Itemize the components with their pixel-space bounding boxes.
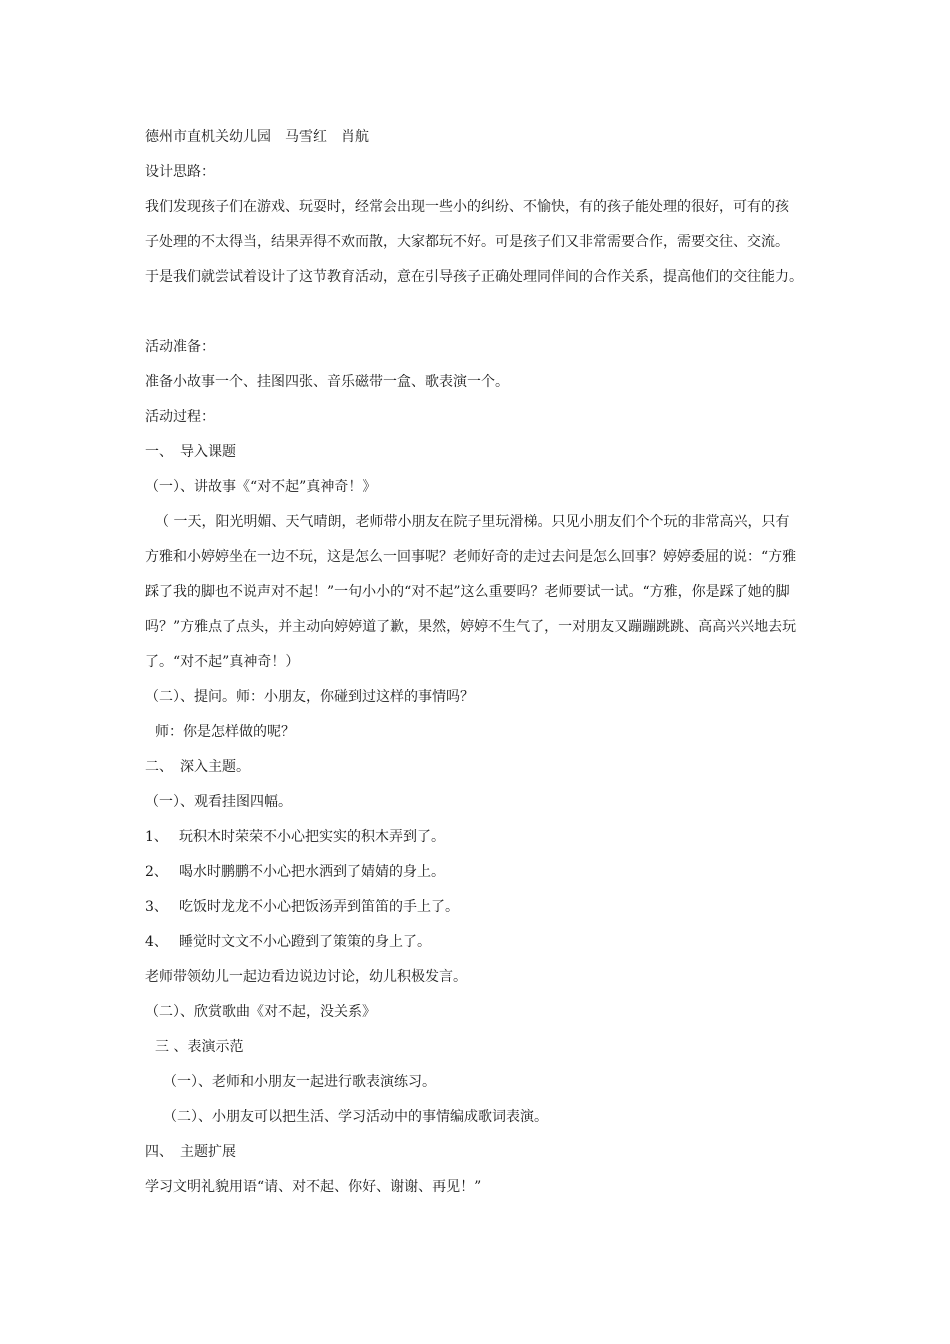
extension-text: 学习文明礼貌用语“请、对不起、你好、谢谢、再见！” bbox=[145, 1179, 482, 1195]
section-heading: 四、 主题扩展 bbox=[145, 1144, 236, 1160]
design-paragraph bbox=[145, 190, 810, 295]
process-heading: 活动过程： bbox=[145, 409, 215, 425]
story-line: 方雅和小婷婷坐在一边不玩，这是怎么一回事呢？老师好奇的走过去问是怎么回事？婷婷委屈的说：“方雅 bbox=[145, 549, 797, 565]
discussion-text: 老师带领幼儿一起边看边说边讨论，幼儿积极发言。 bbox=[145, 969, 467, 985]
picture-item bbox=[145, 855, 810, 890]
section-heading: 一、 导入课题 bbox=[145, 444, 236, 460]
design-line: 子处理的不太得当，结果弄得不欢而散，大家都玩不好。可是孩子们又非常需要合作，需要交往、交流。 bbox=[145, 234, 789, 250]
picture-text: 玩积木时荣荣不小心把实实的积木弄到了。 bbox=[179, 829, 445, 845]
subsection-heading: （一）、观看挂图四幅。 bbox=[145, 794, 292, 810]
picture-text: 吃饭时龙龙不小心把饭汤弄到笛笛的手上了。 bbox=[179, 899, 459, 915]
prep-text: 准备小故事一个、挂图四张、音乐磁带一盒、歌表演一个。 bbox=[145, 374, 509, 390]
section-heading: 二、 深入主题。 bbox=[145, 759, 250, 775]
story-line: 吗？”方雅点了点头，并主动向婷婷道了歉，果然，婷婷不生气了，一对朋友又蹦蹦跳跳、高高兴兴地去玩 bbox=[145, 619, 797, 635]
subsection-heading: （一）、老师和小朋友一起进行歌表演练习。 bbox=[163, 1074, 436, 1090]
picture-number: 4、 bbox=[145, 934, 168, 950]
picture-item bbox=[145, 890, 810, 925]
design-heading: 设计思路： bbox=[145, 164, 215, 180]
picture-number: 2、 bbox=[145, 864, 168, 880]
picture-number: 1、 bbox=[145, 829, 168, 845]
story-line: （ 一天，阳光明媚、天气晴朗，老师带小朋友在院子里玩滑梯。只见小朋友们个个玩的非常高兴，只有 bbox=[155, 514, 790, 530]
subsection-heading: （一）、讲故事《“对不起”真神奇！》 bbox=[145, 479, 377, 495]
picture-number: 3、 bbox=[145, 899, 168, 915]
picture-item bbox=[145, 925, 810, 960]
picture-text: 喝水时鹏鹏不小心把水洒到了婧婧的身上。 bbox=[179, 864, 445, 880]
prep-heading: 活动准备： bbox=[145, 339, 215, 355]
story-line: 了。“对不起”真神奇！） bbox=[145, 654, 300, 670]
story-line: 踩了我的脚也不说声对不起！”一句小小的“对不起”这么重要吗？老师要试一试。“方雅，你是踩了她的脚 bbox=[145, 584, 790, 600]
subsection-heading: （二）、提问。师：小朋友，你碰到过这样的事情吗？ bbox=[145, 689, 474, 705]
section-heading: 三 、表演示范 bbox=[155, 1039, 244, 1055]
picture-item bbox=[145, 820, 810, 855]
picture-text: 睡觉时文文不小心蹬到了策策的身上了。 bbox=[179, 934, 431, 950]
design-line: 我们发现孩子们在游戏、玩耍时，经常会出现一些小的纠纷、不愉快，有的孩子能处理的很好，可有的孩 bbox=[145, 199, 789, 215]
authors-line: 德州市直机关幼儿园 马雪红 肖航 bbox=[145, 129, 369, 145]
subsection-heading: （二）、欣赏歌曲《对不起，没关系》 bbox=[145, 1004, 376, 1020]
design-line: 于是我们就尝试着设计了这节教育活动，意在引导孩子正确处理同伴间的合作关系，提高他们的交往能力。 bbox=[145, 269, 803, 285]
spacer bbox=[145, 295, 810, 330]
subsection-heading: （二）、小朋友可以把生活、学习活动中的事情编成歌词表演。 bbox=[163, 1109, 548, 1125]
question-text: 师：你是怎样做的呢？ bbox=[155, 724, 295, 740]
document-body bbox=[145, 120, 810, 1205]
story-paragraph bbox=[145, 505, 810, 680]
